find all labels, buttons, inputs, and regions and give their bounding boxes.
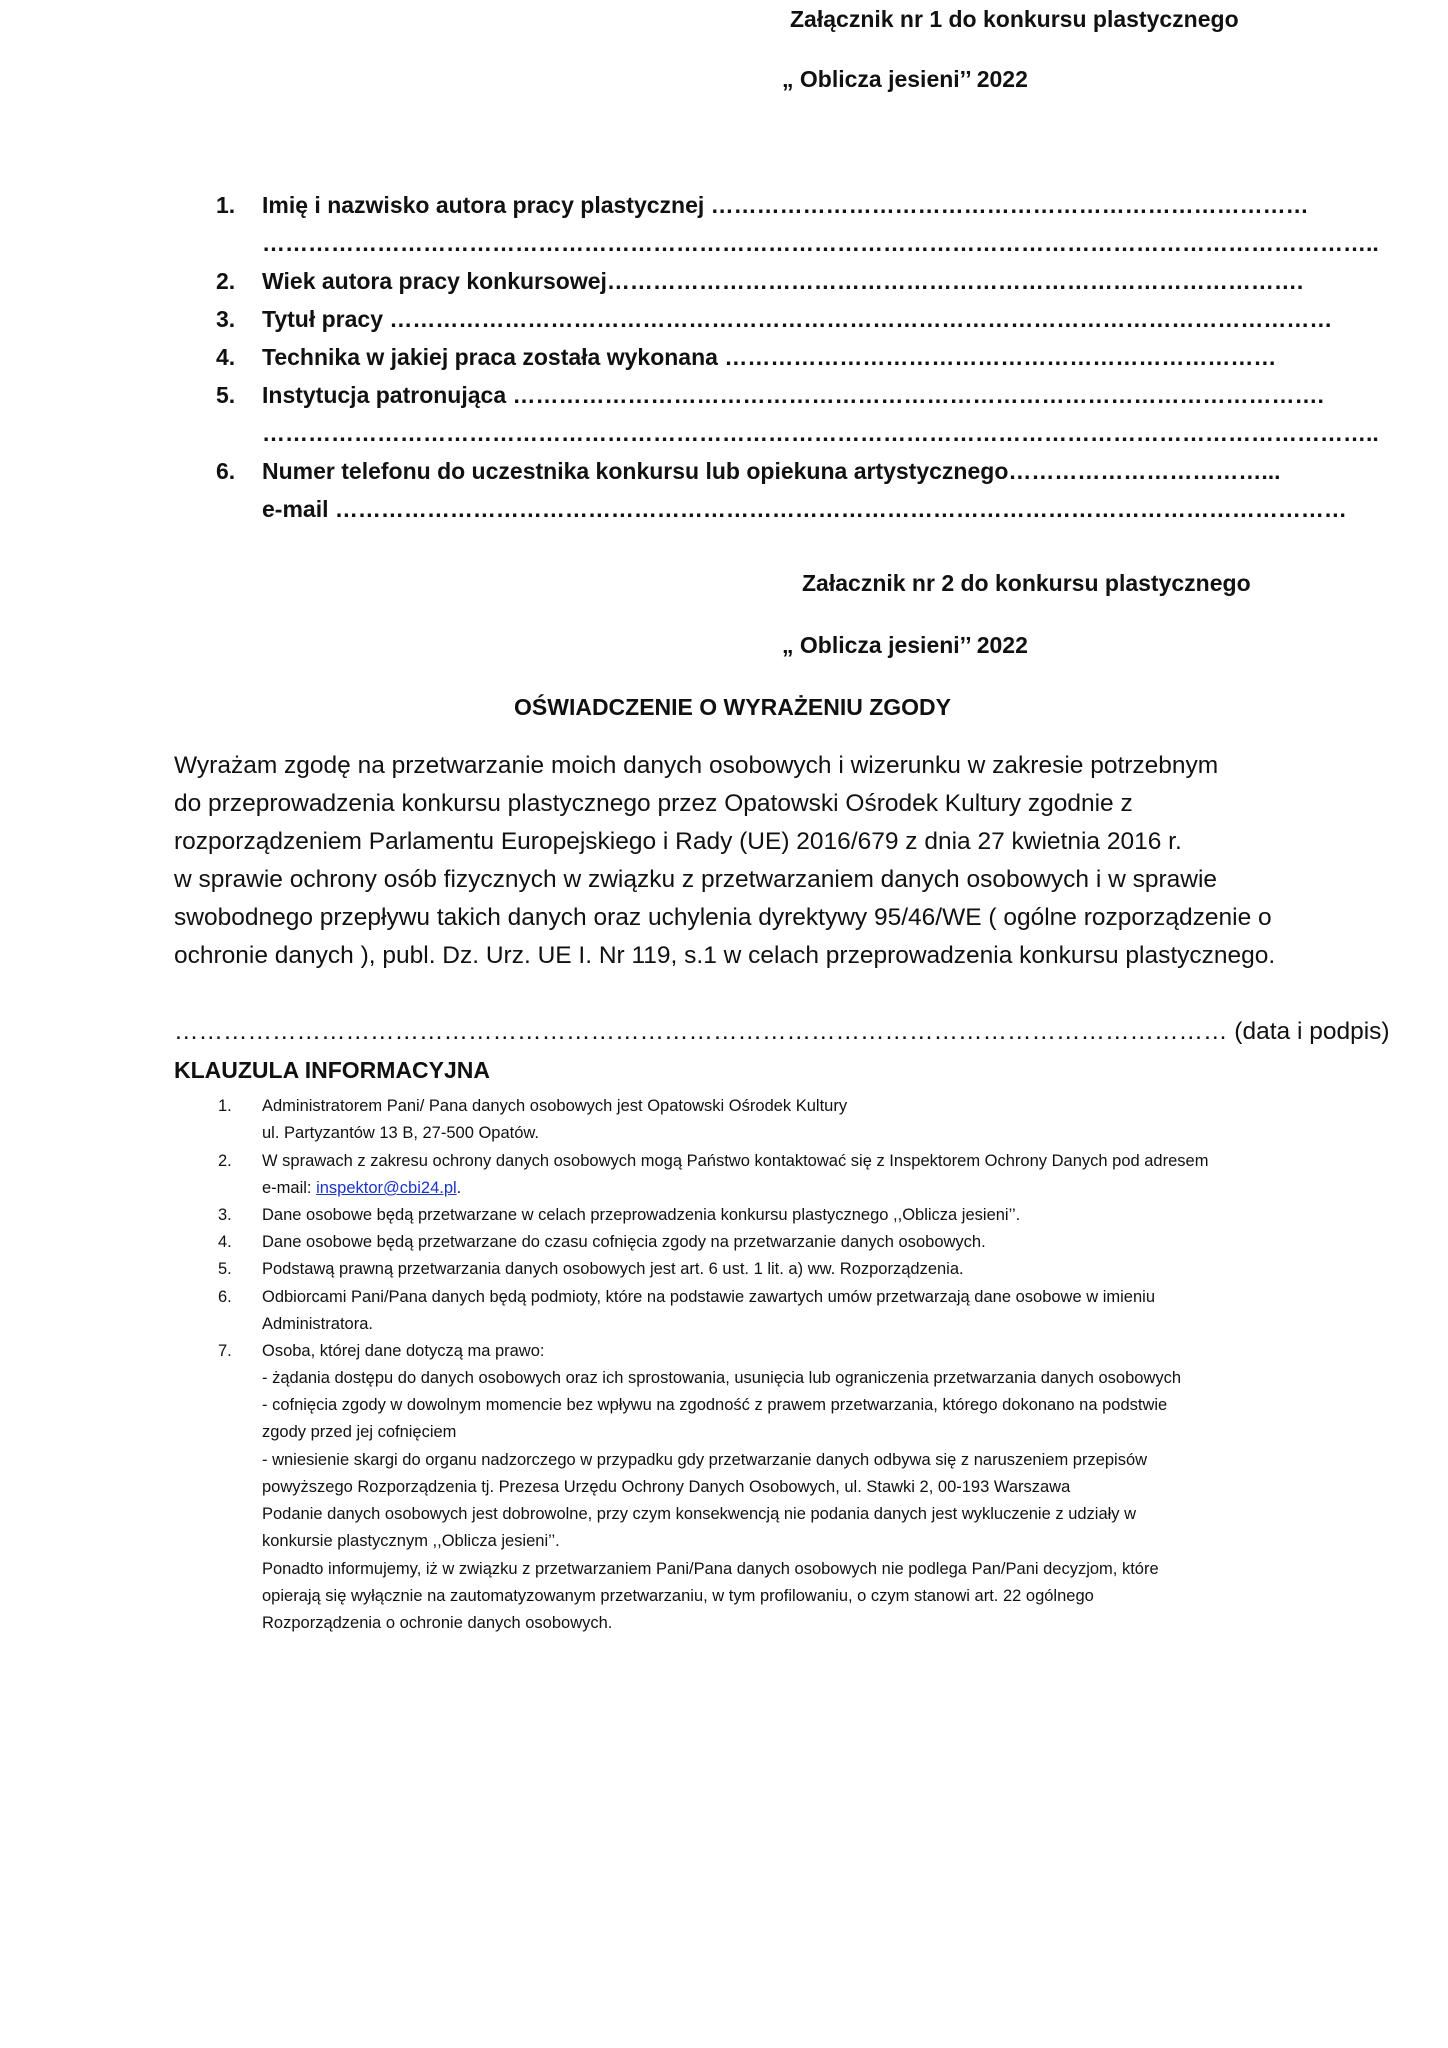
klauzula-line: W sprawach z zakresu ochrony danych osobowych mogą Państwo kontaktować się z Inspektorem Ochrony Danych pod adresem bbox=[262, 1152, 1209, 1170]
email-prefix: e-mail: bbox=[262, 1179, 317, 1197]
email-suffix: . bbox=[456, 1179, 462, 1197]
klauzula-line: - żądania dostępu do danych osobowych oraz ich sprostowania, usunięcia lub ograniczenia przetwarzania danych osobowych bbox=[262, 1369, 1182, 1387]
klauzula-line: Dane osobowe będą przetwarzane do czasu cofnięcia zgody na przetwarzanie danych osobowych. bbox=[262, 1233, 986, 1251]
form-item-continuation: ……………………………………………………………………………………………………………………………….. bbox=[262, 230, 1379, 256]
consent-line: Wyrażam zgodę na przetwarzanie moich danych osobowych i wizerunku w zakresie potrzebnym bbox=[174, 752, 1219, 779]
form-item-institution: Instytucja patronująca ……………………………………………………………………………………………. bbox=[262, 382, 1324, 408]
zal1-title: Załącznik nr 1 do konkursu plastycznego bbox=[790, 6, 1239, 32]
klauzula-num: 1. bbox=[218, 1097, 232, 1115]
klauzula-num: 6. bbox=[218, 1288, 232, 1306]
zal2-subtitle: „ Oblicza jesieni’’ 2022 bbox=[782, 632, 1028, 658]
consent-line: w sprawie ochrony osób fizycznych w związku z przetwarzaniem danych osobowych i w sprawie bbox=[174, 866, 1218, 893]
klauzula-line: - cofnięcia zgody w dowolnym momencie bez wpływu na zgodność z prawem przetwarzania, którego dokonano na podstwie bbox=[262, 1396, 1168, 1414]
zal2-title: Załacznik nr 2 do konkursu plastycznego bbox=[802, 570, 1251, 596]
signature-line: ………………………………………………………………………………………………………………… (data i podpis) bbox=[174, 1018, 1390, 1045]
form-item-num: 2. bbox=[216, 268, 236, 294]
klauzula-line: Dane osobowe będą przetwarzane w celach przeprowadzenia konkursu plastycznego ,,Oblicza jesieni’’. bbox=[262, 1206, 1021, 1224]
klauzula-num: 3. bbox=[218, 1206, 232, 1224]
klauzula-line: konkursie plastycznym ,,Oblicza jesieni’’. bbox=[262, 1532, 560, 1550]
klauzula-line: opierają się wyłącznie na zautomatyzowanym przetwarzaniu, w tym profilowaniu, o czym stanowi art. 22 ogólnego bbox=[262, 1587, 1094, 1605]
consent-line: swobodnego przepływu takich danych oraz uchylenia dyrektywy 95/46/WE ( ogólne rozporządzenie o bbox=[174, 904, 1272, 931]
form-item-technique: Technika w jakiej praca została wykonana ……………………………………………………………… bbox=[262, 344, 1277, 370]
form-item-phone: Numer telefonu do uczestnika konkursu lub opiekuna artystycznego……………………………... bbox=[262, 458, 1281, 484]
klauzula-email-line bbox=[262, 1179, 461, 1198]
form-item-title: Tytuł pracy …………………………………………………………………………………………………………… bbox=[262, 306, 1333, 332]
klauzula-line: Rozporządzenia o ochronie danych osobowych. bbox=[262, 1614, 613, 1632]
inspector-email-link[interactable]: inspektor@cbi24.pl bbox=[316, 1179, 457, 1197]
form-item-continuation: ……………………………………………………………………………………………………………………………….. bbox=[262, 420, 1379, 446]
form-item-author-name: Imię i nazwisko autora pracy plastycznej …………………………………………………………………… bbox=[262, 192, 1309, 218]
form-item-num: 5. bbox=[216, 382, 236, 408]
form-item-num: 3. bbox=[216, 306, 236, 332]
klauzula-line: ul. Partyzantów 13 B, 27-500 Opatów. bbox=[262, 1124, 539, 1142]
consent-line: ochronie danych ), publ. Dz. Urz. UE I. Nr 119, s.1 w celach przeprowadzenia konkursu plastycznego. bbox=[174, 942, 1276, 969]
klauzula-line: zgody przed jej cofnięciem bbox=[262, 1423, 457, 1441]
form-item-email: e-mail …………………………………………………………………………………………………………………… bbox=[262, 496, 1347, 522]
klauzula-num: 7. bbox=[218, 1342, 232, 1360]
klauzula-line: Osoba, której dane dotyczą ma prawo: bbox=[262, 1342, 545, 1360]
klauzula-line: Administratora. bbox=[262, 1315, 373, 1333]
form-item-num: 1. bbox=[216, 192, 236, 218]
consent-line: rozporządzeniem Parlamentu Europejskiego i Rady (UE) 2016/679 z dnia 27 kwietnia 2016 r. bbox=[174, 828, 1182, 855]
klauzula-line: powyższego Rozporządzenia tj. Prezesa Urzędu Ochrony Danych Osobowych, ul. Stawki 2, 00-193 Warszawa bbox=[262, 1478, 1071, 1496]
form-item-num: 4. bbox=[216, 344, 236, 370]
klauzula-num: 2. bbox=[218, 1152, 232, 1170]
consent-heading: OŚWIADCZENIE O WYRAŻENIU ZGODY bbox=[514, 694, 951, 720]
klauzula-line: Ponadto informujemy, iż w związku z przetwarzaniem Pani/Pana danych osobowych nie podlega Pan/Pani decyzjom, które bbox=[262, 1560, 1159, 1578]
form-item-author-age: Wiek autora pracy konkursowej………………………………………………………………………………. bbox=[262, 268, 1304, 294]
klauzula-num: 5. bbox=[218, 1260, 232, 1278]
klauzula-line: Administratorem Pani/ Pana danych osobowych jest Opatowski Ośrodek Kultury bbox=[262, 1097, 848, 1115]
klauzula-num: 4. bbox=[218, 1233, 232, 1251]
form-item-num: 6. bbox=[216, 458, 236, 484]
klauzula-line: Podstawą prawną przetwarzania danych osobowych jest art. 6 ust. 1 lit. a) ww. Rozporządzenia. bbox=[262, 1260, 964, 1278]
klauzula-line: Odbiorcami Pani/Pana danych będą podmioty, które na podstawie zawartych umów przetwarzają dane osobowe w imieniu bbox=[262, 1288, 1156, 1306]
zal1-subtitle: „ Oblicza jesieni’’ 2022 bbox=[782, 66, 1028, 92]
klauzula-title: KLAUZULA INFORMACYJNA bbox=[174, 1057, 491, 1083]
klauzula-line: Podanie danych osobowych jest dobrowolne, przy czym konsekwencją nie podania danych jest wykluczenie z udziały w bbox=[262, 1505, 1137, 1523]
klauzula-line: - wniesienie skargi do organu nadzorczego w przypadku gdy przetwarzanie danych odbywa się z naruszeniem przepisów bbox=[262, 1451, 1148, 1469]
consent-line: do przeprowadzenia konkursu plastycznego przez Opatowski Ośrodek Kultury zgodnie z bbox=[174, 790, 1133, 817]
